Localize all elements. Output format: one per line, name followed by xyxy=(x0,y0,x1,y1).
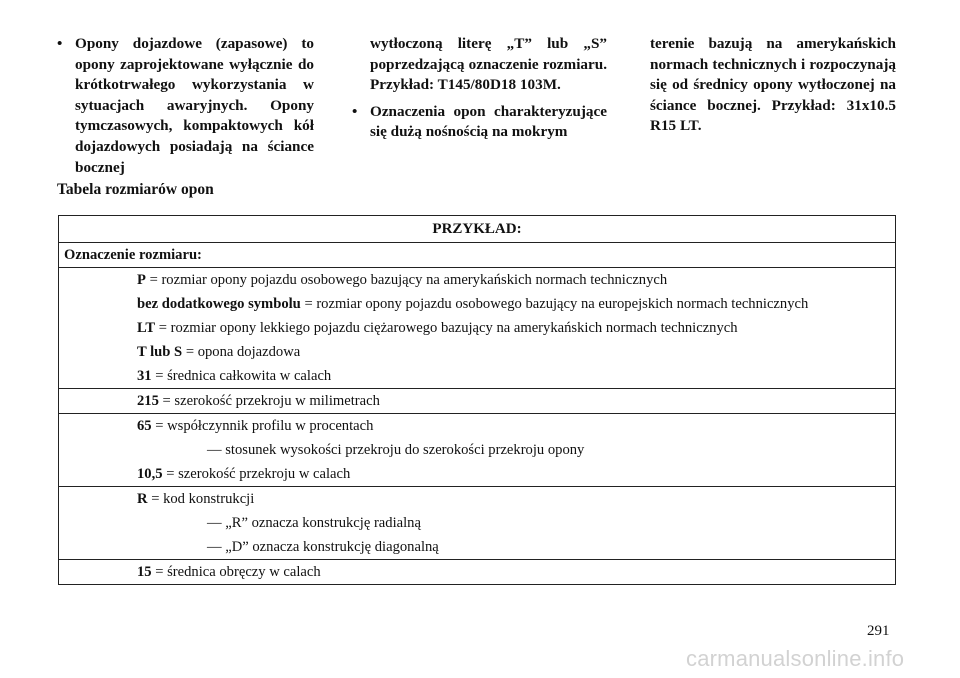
table-title: Tabela rozmiarów opon xyxy=(57,181,214,198)
table-row: LT = rozmiar opony lekkiego pojazdu ciężarowego bazujący na amerykańskich normach technicznych xyxy=(137,320,738,336)
table-row: 15 = średnica obręczy w calach xyxy=(137,564,321,580)
table-row: 65 = współczynnik profilu w procentach xyxy=(137,418,374,434)
table-subrow: — „R” oznacza konstrukcję radialną xyxy=(207,515,421,531)
bullet-paragraph-spare-tires xyxy=(57,34,314,178)
table-row: 31 = średnica całkowita w calach xyxy=(137,368,332,384)
table-group-5 xyxy=(59,560,896,585)
tire-size-table xyxy=(58,215,896,585)
table-row: T lub S = opona dojazdowa xyxy=(137,344,301,360)
table-group-2 xyxy=(59,389,896,414)
page-number: 291 xyxy=(867,623,890,639)
table-group-3 xyxy=(59,414,896,487)
bullet-icon: • xyxy=(352,102,358,120)
load-tire-text: Oznaczenia opon charakteryzujące się dużą nośnością na mokrym xyxy=(370,102,607,141)
size-designation-label: Oznaczenie rozmiaru: xyxy=(59,243,896,268)
table-row: 215 = szerokość przekroju w milimetrach xyxy=(137,393,380,409)
table-row: R = kod konstrukcji xyxy=(137,491,255,507)
table-row: P = rozmiar opony pojazdu osobowego bazujący na amerykańskich normach technicznych xyxy=(137,272,668,288)
text-column-3 xyxy=(650,34,896,137)
table-row: 10,5 = szerokość przekroju w calach xyxy=(137,466,351,482)
table-row: bez dodatkowego symbolu = rozmiar opony pojazdu osobowego bazujący na europejskich normach technicznych xyxy=(137,296,809,312)
table-group-1 xyxy=(59,268,896,389)
spare-tire-text: Opony dojazdowe (zapasowe) to opony zaprojektowane wyłącznie do krótkotrwałego wykorzystania w sytuacjach awaryjnych. Opony tymczasowych, kompaktowych kół dojazdowych posiadają na ściance bocznej xyxy=(75,35,314,176)
table-header: PRZYKŁAD: xyxy=(59,216,896,243)
bullet-paragraph-load-tires xyxy=(352,102,607,143)
table-subrow: — stosunek wysokości przekroju do szerokości przekroju opony xyxy=(207,442,585,458)
load-tire-continued-text: terenie bazują na amerykańskich normach technicznych i rozpoczynają się od średnicy opony wytłoczonej na ściance bocznej. Przykład: 31x10.5 R15 LT. xyxy=(650,35,896,135)
bullet-icon: • xyxy=(57,35,63,52)
text-column-1 xyxy=(57,34,314,178)
text-column-2 xyxy=(352,34,607,143)
spare-tire-continued-text: wytłoczoną literę „T” lub „S” poprzedzającą oznaczenie rozmiaru. Przykład: T145/80D18 103M. xyxy=(370,35,607,94)
table-group-4 xyxy=(59,487,896,560)
table-subrow: — „D” oznacza konstrukcję diagonalną xyxy=(207,539,439,555)
watermark: carmanualsonline.info xyxy=(686,646,905,671)
